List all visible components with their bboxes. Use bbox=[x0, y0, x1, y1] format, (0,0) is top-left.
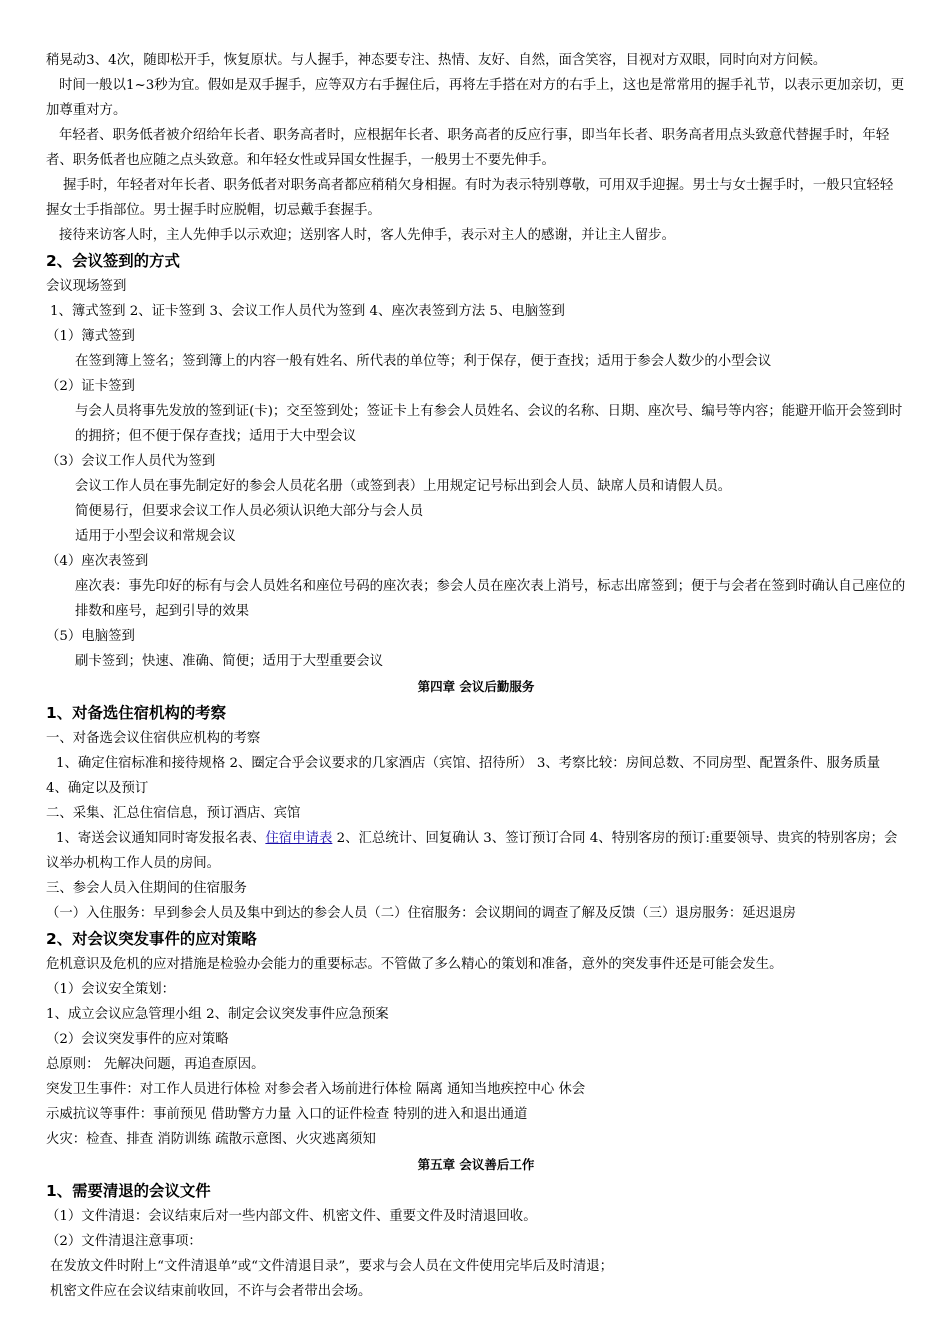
section-heading-lodging: 1、对备选住宿机构的考察 bbox=[46, 704, 227, 722]
lodging-application-link[interactable]: 住宿申请表 bbox=[265, 831, 333, 846]
documents-line-4: 机密文件应在会议结束前收回，不许与会者带出会场。 bbox=[50, 1284, 372, 1299]
lodging-line-4 bbox=[46, 826, 906, 876]
signin-desc-computer: 刷卡签到；快速、准确、简便；适用于大型重要会议 bbox=[75, 654, 383, 669]
document-body bbox=[46, 48, 906, 1304]
emergency-line-2: （1）会议安全策划： bbox=[46, 982, 176, 997]
documents-line-3: 在发放文件时附上“文件清退单”或“文件清退目录”，要求与会人员在文件使用完毕后及时清退； bbox=[50, 1259, 614, 1274]
handshake-paragraph-1: 稍晃动3、4次，随即松开手，恢复原状。与人握手，神态要专注、热情、友好、自然，面含笑容，目视对方双眼，同时向对方问候。 bbox=[46, 53, 827, 68]
signin-desc-staff-3: 适用于小型会议和常规会议 bbox=[75, 529, 236, 544]
signin-desc-book: 在签到簿上签名；签到簿上的内容一般有姓名、所代表的单位等；利于保存，便于查找；适用于参会人数少的小型会议 bbox=[75, 354, 772, 369]
emergency-line-1: 危机意识及危机的应对措施是检验办会能力的重要标志。不管做了多么精心的策划和准备，意外的突发事件还是可能会发生。 bbox=[46, 957, 783, 972]
handshake-paragraph-2: 时间一般以1~3秒为宜。假如是双手握手，应等双方右手握住后，再将左手搭在对方的右手上，这也是常常用的握手礼节，以表示更加亲切，更加尊重对方。 bbox=[46, 78, 905, 118]
signin-subtitle-computer: （5）电脑签到 bbox=[46, 629, 135, 644]
section-heading-emergency: 2、对会议突发事件的应对策略 bbox=[46, 930, 257, 948]
section-heading-documents: 1、需要清退的会议文件 bbox=[46, 1182, 211, 1200]
signin-desc-seat: 座次表：事先印好的标有与会人员姓名和座位号码的座次表；参会人员在座次表上消号，标志出席签到；便于与会者在签到时确认自己座位的排数和座号，起到引导的效果 bbox=[75, 579, 906, 619]
emergency-line-7: 示威抗议等事件：事前预见 借助警方力量 入口的证件检查 特别的进入和退出通道 bbox=[46, 1107, 528, 1122]
signin-methods-list: 1、簿式签到 2、证卡签到 3、会议工作人员代为签到 4、座次表签到方法 5、电脑签到 bbox=[50, 304, 565, 319]
emergency-line-6: 突发卫生事件：对工作人员进行体检 对参会者入场前进行体检 隔离 通知当地疾控中心 休会 bbox=[46, 1082, 586, 1097]
lodging-line-3: 二、采集、汇总住宿信息，预订酒店、宾馆 bbox=[46, 806, 301, 821]
signin-desc-staff-1: 会议工作人员在事先制定好的参会人员花名册（或签到表）上用规定记号标出到会人员、缺席人员和请假人员。 bbox=[75, 479, 732, 494]
signin-subtitle-card: （2）证卡签到 bbox=[46, 379, 135, 394]
emergency-line-5: 总原则： 先解决问题，再追查原因。 bbox=[46, 1057, 265, 1072]
signin-subtitle-staff: （3）会议工作人员代为签到 bbox=[46, 454, 216, 469]
lodging-line-5: 三、参会人员入住期间的住宿服务 bbox=[46, 881, 247, 896]
lodging-line-1: 一、对备选会议住宿供应机构的考察 bbox=[46, 731, 261, 746]
signin-line: 会议现场签到 bbox=[46, 279, 127, 294]
emergency-line-8: 火灾：检查、排查 消防训练 疏散示意图、火灾逃离须知 bbox=[46, 1132, 376, 1147]
lodging-line-4-part-a: 1、寄送会议通知同时寄发报名表、 bbox=[56, 831, 266, 846]
handshake-paragraph-3: 年轻者、职务低者被介绍给年长者、职务高者时，应根据年长者、职务高者的反应行事，即当年长者、职务高者用点头致意代替握手时，年轻者、职务低者也应随之点头致意。和年轻女性或异国女性握手，一般男士不要先伸手。 bbox=[46, 128, 890, 168]
lodging-line-6: （一）入住服务：早到参会人员及集中到达的参会人员（二）住宿服务：会议期间的调查了解及反馈（三）退房服务：延迟退房 bbox=[46, 906, 796, 921]
documents-line-2: （2）文件清退注意事项： bbox=[46, 1234, 202, 1249]
emergency-line-3: 1、成立会议应急管理小组 2、制定会议突发事件应急预案 bbox=[46, 1007, 389, 1022]
signin-desc-card: 与会人员将事先发放的签到证(卡)；交至签到处；签证卡上有参会人员姓名、会议的名称、日期、座次号、编号等内容；能避开临开会签到时的拥挤；但不便于保存查找；适用于大中型会议 bbox=[75, 404, 903, 444]
handshake-paragraph-4: 握手时，年轻者对年长者、职务低者对职务高者都应稍稍欠身相握。有时为表示特别尊敬，可用双手迎握。男士与女士握手时，一般只宜轻轻握女士手指部位。男士握手时应脱帽，切忌戴手套握手。 bbox=[46, 178, 894, 218]
documents-line-1: （1）文件清退：会议结束后对一些内部文件、机密文件、重要文件及时清退回收。 bbox=[46, 1209, 537, 1224]
signin-subtitle-seat: （4）座次表签到 bbox=[46, 554, 149, 569]
lodging-line-4-part-b: 2、汇总统计、回复确认 3、签订预订合同 4、特别客房的预订:重要领导、贵宾的特别客房；会议举办机构工作人员的房间。 bbox=[46, 831, 898, 871]
signin-desc-staff-2: 简便易行，但要求会议工作人员必须认识绝大部分与会人员 bbox=[75, 504, 424, 519]
handshake-paragraph-5: 接待来访客人时，主人先伸手以示欢迎；送别客人时，客人先伸手，表示对主人的感谢，并让主人留步。 bbox=[59, 228, 675, 243]
section-heading-signin: 2、会议签到的方式 bbox=[46, 252, 180, 270]
emergency-line-4: （2）会议突发事件的应对策略 bbox=[46, 1032, 229, 1047]
chapter-title-5: 第五章 会议善后工作 bbox=[417, 1157, 535, 1172]
lodging-line-2: 1、确定住宿标准和接待规格 2、圈定合乎会议要求的几家酒店（宾馆、招待所） 3、考察比较：房间总数、不同房型、配置条件、服务质量 4、确定以及预订 bbox=[46, 756, 881, 796]
signin-subtitle-book: （1）簿式签到 bbox=[46, 329, 135, 344]
chapter-title-4: 第四章 会议后勤服务 bbox=[417, 679, 535, 694]
